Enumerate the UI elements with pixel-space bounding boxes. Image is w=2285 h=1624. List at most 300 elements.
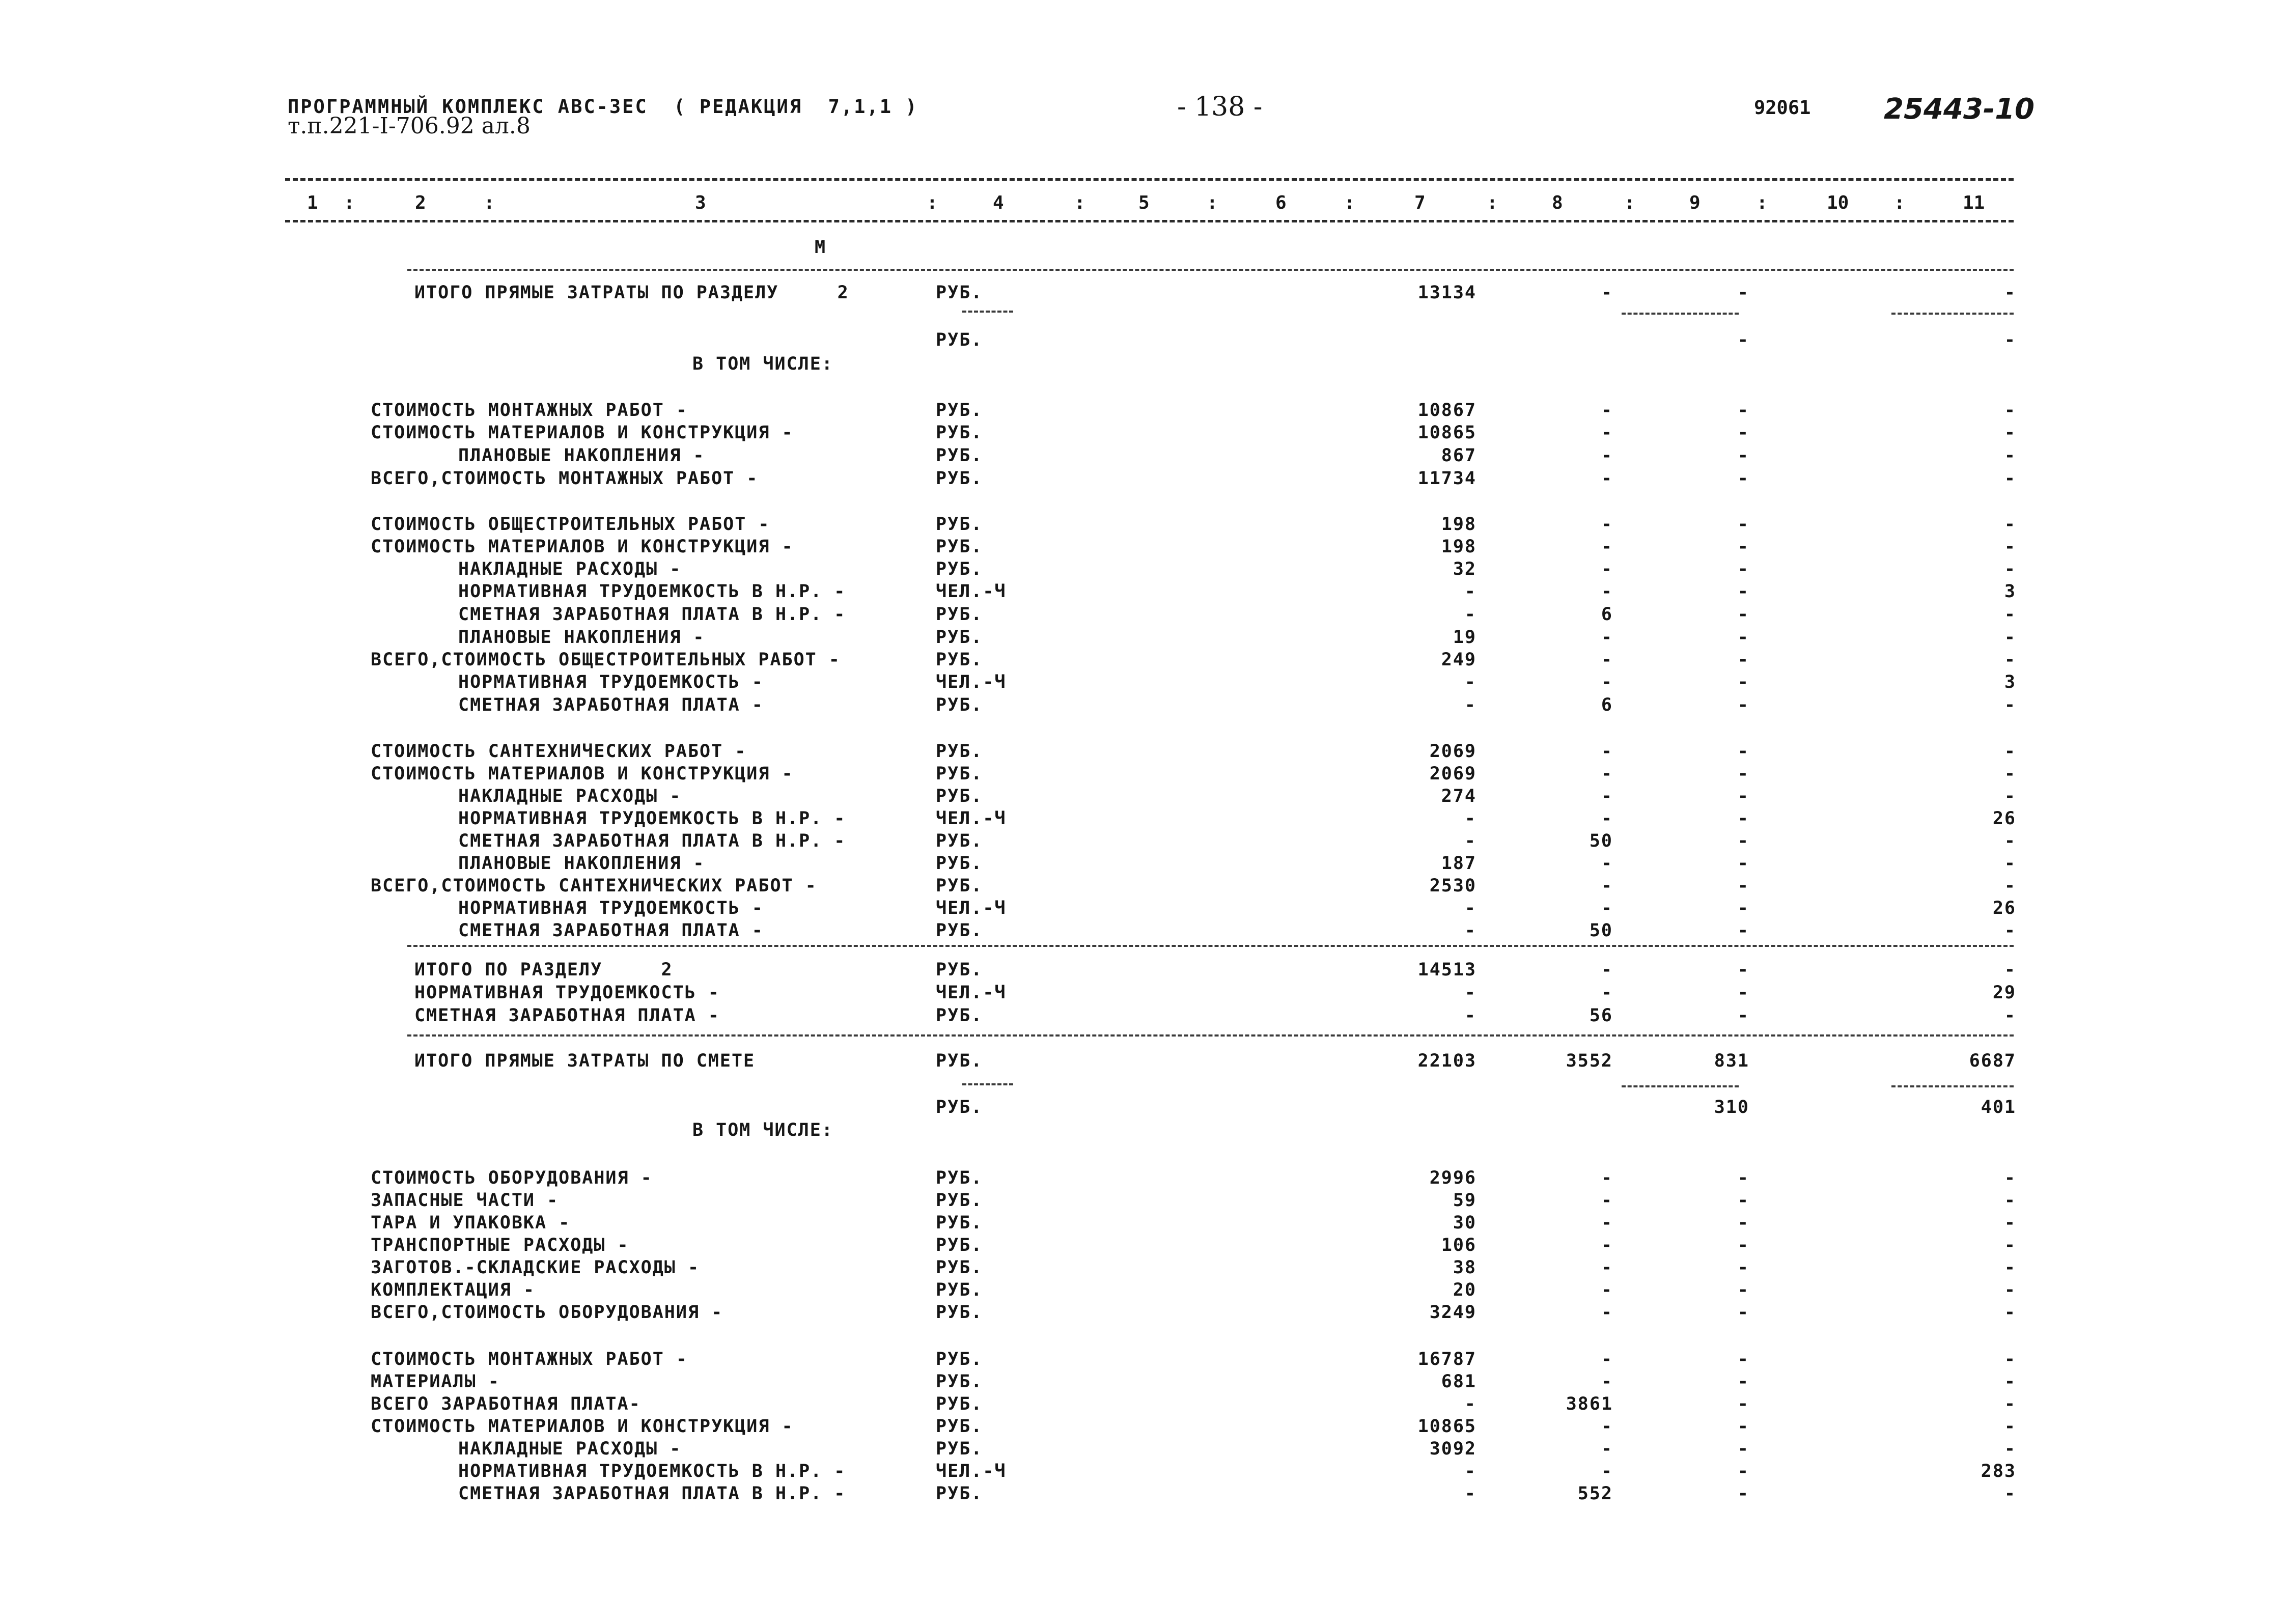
cell-col9: - xyxy=(1737,1349,1749,1369)
cell-col11: - xyxy=(2004,1257,2016,1278)
cell-col11: - xyxy=(2004,831,2016,851)
cell-col8: - xyxy=(1601,808,1613,829)
cell-col11: - xyxy=(2004,423,2016,443)
cell-col7: 13134 xyxy=(1417,283,1476,303)
cell-col9: - xyxy=(1737,559,1749,579)
table-row xyxy=(0,831,2285,853)
row-label: СТОИМОСТЬ МОНТАЖНЫХ РАБОТ - xyxy=(371,1349,688,1369)
row-label: НАКЛАДНЫЕ РАСХОДЫ - xyxy=(458,559,682,579)
section-rule xyxy=(407,269,2014,271)
row-unit: РУБ. xyxy=(936,1005,983,1026)
col11-underline xyxy=(1891,313,2014,315)
cell-col11: 3 xyxy=(2004,672,2016,692)
row-unit: РУБ. xyxy=(936,831,983,851)
row-unit: РУБ. xyxy=(936,1394,983,1414)
row-label: ЗАГОТОВ.-СКЛАДСКИЕ РАСХОДЫ - xyxy=(371,1257,700,1278)
cell-col8: - xyxy=(1601,1439,1613,1459)
column-separator: : xyxy=(1894,192,1905,213)
cell-col7: 2069 xyxy=(1429,741,1476,762)
cell-col7: 198 xyxy=(1441,514,1476,535)
column-number: 1 xyxy=(307,192,318,213)
cell-col7: - xyxy=(1464,920,1476,941)
cell-col8: - xyxy=(1601,1416,1613,1437)
table-row xyxy=(0,491,2285,514)
cell-col9: - xyxy=(1737,1371,1749,1392)
cell-col7: 274 xyxy=(1441,786,1476,806)
cell-col7: - xyxy=(1464,1483,1476,1504)
table-row xyxy=(0,627,2285,650)
cell-col8: - xyxy=(1601,1302,1613,1323)
cell-col9: - xyxy=(1737,1235,1749,1255)
table-row xyxy=(0,1371,2285,1394)
row-unit: РУБ. xyxy=(936,1257,983,1278)
row-unit: РУБ. xyxy=(936,423,983,443)
cell-col9: 831 xyxy=(1714,1051,1749,1071)
cell-col8: - xyxy=(1601,764,1613,784)
cell-col7: - xyxy=(1464,604,1476,625)
cell-col11: - xyxy=(2004,1394,2016,1414)
cell-col11: 26 xyxy=(1992,898,2016,918)
cell-col11: - xyxy=(2004,1168,2016,1188)
row-unit: РУБ. xyxy=(936,853,983,874)
table-row xyxy=(0,1168,2285,1190)
cell-col11: - xyxy=(2004,400,2016,421)
cell-col11: - xyxy=(2004,1371,2016,1392)
row-label: СТОИМОСТЬ МАТЕРИАЛОВ И КОНСТРУКЦИЯ - xyxy=(371,537,794,557)
cell-col9: - xyxy=(1737,876,1749,896)
row-unit: РУБ. xyxy=(936,1416,983,1437)
cell-col8: - xyxy=(1601,1280,1613,1300)
row-unit: РУБ. xyxy=(936,537,983,557)
cell-col11: - xyxy=(2004,1280,2016,1300)
cell-col8: - xyxy=(1601,853,1613,874)
table-row xyxy=(0,1394,2285,1416)
row-unit: РУБ. xyxy=(936,1097,983,1117)
unit-row-marker: М xyxy=(815,237,826,258)
row-label: СТОИМОСТЬ МАТЕРИАЛОВ И КОНСТРУКЦИЯ - xyxy=(371,423,794,443)
table-row xyxy=(0,1051,2285,1073)
table-row xyxy=(0,468,2285,491)
row-label: ПЛАНОВЫЕ НАКОПЛЕНИЯ - xyxy=(458,853,705,874)
cell-col11: - xyxy=(2004,468,2016,489)
column-number: 10 xyxy=(1827,192,1849,213)
row-unit: РУБ. xyxy=(936,1280,983,1300)
cell-col9: - xyxy=(1737,650,1749,670)
table-row xyxy=(0,400,2285,423)
row-label: ИТОГО ПРЯМЫЕ ЗАТРАТЫ ПО СМЕТЕ xyxy=(414,1051,756,1071)
table-row xyxy=(0,1439,2285,1461)
cell-col9: - xyxy=(1737,283,1749,303)
cell-col7: 681 xyxy=(1441,1371,1476,1392)
row-label: СТОИМОСТЬ МАТЕРИАЛОВ И КОНСТРУКЦИЯ - xyxy=(371,764,794,784)
row-unit: РУБ. xyxy=(936,1190,983,1211)
row-unit: ЧЕЛ.-Ч xyxy=(936,672,1007,692)
cell-col11: - xyxy=(2004,1439,2016,1459)
table-row xyxy=(0,514,2285,537)
cell-col7: 249 xyxy=(1441,650,1476,670)
col9-underline xyxy=(1622,313,1739,315)
cell-col8: - xyxy=(1601,786,1613,806)
row-unit: РУБ. xyxy=(936,695,983,715)
column-separator: : xyxy=(927,192,938,213)
table-row xyxy=(0,808,2285,831)
cell-col7: - xyxy=(1464,808,1476,829)
table-row xyxy=(0,764,2285,786)
cell-col9: - xyxy=(1737,672,1749,692)
cell-col8: - xyxy=(1601,1168,1613,1188)
cell-col9: 310 xyxy=(1714,1097,1749,1117)
cell-col9: - xyxy=(1737,423,1749,443)
row-label: В ТОМ ЧИСЛЕ: xyxy=(692,354,833,374)
row-label: ИТОГО ПО РАЗДЕЛУ 2 xyxy=(414,960,673,980)
table-top-rule xyxy=(285,178,2014,181)
cell-col11: - xyxy=(2004,786,2016,806)
row-label: СТОИМОСТЬ МОНТАЖНЫХ РАБОТ - xyxy=(371,400,688,421)
row-label: ТАРА И УПАКОВКА - xyxy=(371,1213,571,1233)
cell-col9: - xyxy=(1737,1005,1749,1026)
column-separator: : xyxy=(484,192,495,213)
table-row xyxy=(0,920,2285,943)
row-unit: ЧЕЛ.-Ч xyxy=(936,898,1007,918)
row-label: КОМПЛЕКТАЦИЯ - xyxy=(371,1280,536,1300)
cell-col7: - xyxy=(1464,695,1476,715)
row-unit: РУБ. xyxy=(936,876,983,896)
row-label: НОРМАТИВНАЯ ТРУДОЕМКОСТЬ - xyxy=(458,898,764,918)
cell-col8: - xyxy=(1601,283,1613,303)
cell-col8: 6 xyxy=(1601,695,1613,715)
table-row xyxy=(0,1461,2285,1483)
column-separator: : xyxy=(1207,192,1218,213)
cell-col7: 198 xyxy=(1441,537,1476,557)
cell-col7: 19 xyxy=(1453,627,1476,648)
cell-col9: - xyxy=(1737,1302,1749,1323)
cell-col7: - xyxy=(1464,831,1476,851)
cell-col8: 552 xyxy=(1577,1483,1613,1504)
cell-col11: - xyxy=(2004,330,2016,350)
cell-col9: - xyxy=(1737,1461,1749,1481)
handwritten-number: 25443-10 xyxy=(1884,93,2035,126)
cell-col8: 56 xyxy=(1589,1005,1613,1026)
unit-underline xyxy=(962,311,1013,313)
col9-underline-2 xyxy=(1622,1085,1739,1087)
row-unit: РУБ. xyxy=(936,1349,983,1369)
row-label: ПЛАНОВЫЕ НАКОПЛЕНИЯ - xyxy=(458,627,705,648)
row-label: СТОИМОСТЬ ОБОРУДОВАНИЯ - xyxy=(371,1168,653,1188)
cell-col9: - xyxy=(1737,1394,1749,1414)
table-row xyxy=(0,1349,2285,1371)
cell-col7: 20 xyxy=(1453,1280,1476,1300)
cell-col8: 50 xyxy=(1589,920,1613,941)
cell-col8: - xyxy=(1601,1371,1613,1392)
table-row xyxy=(0,741,2285,764)
cell-col9: - xyxy=(1737,695,1749,715)
cell-col8: - xyxy=(1601,445,1613,466)
cell-col9: - xyxy=(1737,514,1749,535)
row-unit: РУБ. xyxy=(936,559,983,579)
cell-col8: - xyxy=(1601,581,1613,602)
cell-col8: - xyxy=(1601,741,1613,762)
cell-col7: 10865 xyxy=(1417,1416,1476,1437)
table-row xyxy=(0,445,2285,468)
table-row xyxy=(0,604,2285,627)
column-number: 2 xyxy=(415,192,426,213)
table-row xyxy=(0,786,2285,808)
cell-col7: 2996 xyxy=(1429,1168,1476,1188)
row-unit: ЧЕЛ.-Ч xyxy=(936,983,1007,1003)
table-row xyxy=(0,960,2285,982)
row-label: СТОИМОСТЬ ОБЩЕСТРОИТЕЛЬНЫХ РАБОТ - xyxy=(371,514,770,535)
cell-col11: - xyxy=(2004,1213,2016,1233)
cell-col7: 3092 xyxy=(1429,1439,1476,1459)
table-row xyxy=(0,876,2285,898)
cell-col7: 14513 xyxy=(1417,960,1476,980)
cell-col7: 2069 xyxy=(1429,764,1476,784)
cell-col7: - xyxy=(1464,1394,1476,1414)
column-separator: : xyxy=(1344,192,1355,213)
column-separator: : xyxy=(1757,192,1768,213)
cell-col8: - xyxy=(1601,468,1613,489)
table-row xyxy=(0,1005,2285,1028)
cell-col8: - xyxy=(1601,1257,1613,1278)
cell-col11: 6687 xyxy=(1969,1051,2016,1071)
cell-col8: - xyxy=(1601,423,1613,443)
cell-col11: - xyxy=(2004,1416,2016,1437)
column-number: 5 xyxy=(1138,192,1150,213)
cell-col8: - xyxy=(1601,672,1613,692)
cell-col11: - xyxy=(2004,627,2016,648)
table-row xyxy=(0,650,2285,672)
cell-col9: - xyxy=(1737,808,1749,829)
table-row xyxy=(0,1325,2285,1348)
cell-col11: 3 xyxy=(2004,581,2016,602)
row-label: ЗАПАСНЫЕ ЧАСТИ - xyxy=(371,1190,559,1211)
cell-col11: - xyxy=(2004,1483,2016,1504)
cell-col11: - xyxy=(2004,876,2016,896)
col11-underline-2 xyxy=(1891,1085,2014,1087)
cell-col11: - xyxy=(2004,445,2016,466)
row-unit: РУБ. xyxy=(936,283,983,303)
row-label: СМЕТНАЯ ЗАРАБОТНАЯ ПЛАТА В Н.Р. - xyxy=(458,604,846,625)
row-label: ВСЕГО ЗАРАБОТНАЯ ПЛАТА- xyxy=(371,1394,641,1414)
table-row xyxy=(0,1483,2285,1506)
table-row xyxy=(0,672,2285,694)
table-row xyxy=(0,559,2285,581)
cell-col11: - xyxy=(2004,1005,2016,1026)
row-label: НОРМАТИВНАЯ ТРУДОЕМКОСТЬ - xyxy=(414,983,720,1003)
table-row xyxy=(0,581,2285,604)
row-label: НАКЛАДНЫЕ РАСХОДЫ - xyxy=(458,1439,682,1459)
cell-col9: - xyxy=(1737,581,1749,602)
table-row xyxy=(0,853,2285,876)
row-unit: РУБ. xyxy=(936,330,983,350)
cell-col9: - xyxy=(1737,1483,1749,1504)
row-unit: ЧЕЛ.-Ч xyxy=(936,1461,1007,1481)
cell-col9: - xyxy=(1737,741,1749,762)
cell-col9: - xyxy=(1737,400,1749,421)
cell-col7: 2530 xyxy=(1429,876,1476,896)
row-unit: РУБ. xyxy=(936,1483,983,1504)
row-label: ВСЕГО,СТОИМОСТЬ МОНТАЖНЫХ РАБОТ - xyxy=(371,468,759,489)
row-unit: РУБ. xyxy=(936,920,983,941)
project-reference: т.п.221-I-706.92 ал.8 xyxy=(288,113,531,139)
table-row xyxy=(0,1416,2285,1439)
cell-col9: - xyxy=(1737,1190,1749,1211)
column-separator: : xyxy=(1074,192,1085,213)
cell-col9: - xyxy=(1737,1257,1749,1278)
cell-col7: - xyxy=(1464,672,1476,692)
cell-col9: - xyxy=(1737,898,1749,918)
table-row xyxy=(0,1120,2285,1142)
row-label: СТОИМОСТЬ МАТЕРИАЛОВ И КОНСТРУКЦИЯ - xyxy=(371,1416,794,1437)
table-row xyxy=(0,1280,2285,1302)
table-row xyxy=(0,1235,2285,1257)
cell-col11: - xyxy=(2004,960,2016,980)
cell-col9: - xyxy=(1737,786,1749,806)
cell-col7: - xyxy=(1464,1461,1476,1481)
column-number: 6 xyxy=(1275,192,1287,213)
row-label: НОРМАТИВНАЯ ТРУДОЕМКОСТЬ - xyxy=(458,672,764,692)
cell-col7: - xyxy=(1464,898,1476,918)
column-number: 4 xyxy=(993,192,1004,213)
cell-col8: 3861 xyxy=(1566,1394,1613,1414)
row-label: СМЕТНАЯ ЗАРАБОТНАЯ ПЛАТА В Н.Р. - xyxy=(458,831,846,851)
row-unit: РУБ. xyxy=(936,786,983,806)
row-label: СМЕТНАЯ ЗАРАБОТНАЯ ПЛАТА В Н.Р. - xyxy=(458,1483,846,1504)
cell-col7: - xyxy=(1464,1005,1476,1026)
cell-col7: 867 xyxy=(1441,445,1476,466)
column-number: 3 xyxy=(695,192,706,213)
cell-col8: - xyxy=(1601,1213,1613,1233)
cell-col11: 29 xyxy=(1992,983,2016,1003)
row-unit: ЧЕЛ.-Ч xyxy=(936,808,1007,829)
row-label: НОРМАТИВНАЯ ТРУДОЕМКОСТЬ В Н.Р. - xyxy=(458,581,846,602)
cell-col9: - xyxy=(1737,853,1749,874)
row-unit: РУБ. xyxy=(936,627,983,648)
program-title: ПРОГРАММНЫЙ КОМПЛЕКС АВС-3ЕС ( РЕДАКЦИЯ 7,1,1 ) xyxy=(288,96,918,118)
row-unit: РУБ. xyxy=(936,468,983,489)
table-row xyxy=(0,718,2285,740)
cell-col8: - xyxy=(1601,650,1613,670)
cell-col7: - xyxy=(1464,581,1476,602)
cell-col8: 6 xyxy=(1601,604,1613,625)
cell-col7: 3249 xyxy=(1429,1302,1476,1323)
table-row xyxy=(0,537,2285,559)
cell-col11: - xyxy=(2004,514,2016,535)
cell-col11: - xyxy=(2004,853,2016,874)
cell-col9: - xyxy=(1737,445,1749,466)
table-row xyxy=(0,1190,2285,1213)
cell-col7: 22103 xyxy=(1417,1051,1476,1071)
cell-col7: 32 xyxy=(1453,559,1476,579)
row-label: В ТОМ ЧИСЛЕ: xyxy=(692,1120,833,1140)
cell-col8: - xyxy=(1601,400,1613,421)
cell-col9: - xyxy=(1737,831,1749,851)
table-row xyxy=(0,1257,2285,1280)
row-label: СТОИМОСТЬ САНТЕХНИЧЕСКИХ РАБОТ - xyxy=(371,741,747,762)
row-label: СМЕТНАЯ ЗАРАБОТНАЯ ПЛАТА - xyxy=(458,920,764,941)
column-number: 8 xyxy=(1552,192,1563,213)
row-unit: РУБ. xyxy=(936,1051,983,1071)
cell-col9: - xyxy=(1737,1213,1749,1233)
row-unit: РУБ. xyxy=(936,1168,983,1188)
row-unit: РУБ. xyxy=(936,1213,983,1233)
row-label: ТРАНСПОРТНЫЕ РАСХОДЫ - xyxy=(371,1235,629,1255)
table-row xyxy=(0,423,2285,445)
cell-col9: - xyxy=(1737,1439,1749,1459)
row-unit: РУБ. xyxy=(936,400,983,421)
row-label: ВСЕГО,СТОИМОСТЬ САНТЕХНИЧЕСКИХ РАБОТ - xyxy=(371,876,817,896)
row-label: ВСЕГО,СТОИМОСТЬ ОБЩЕСТРОИТЕЛЬНЫХ РАБОТ - xyxy=(371,650,841,670)
row-label: ВСЕГО,СТОИМОСТЬ ОБОРУДОВАНИЯ - xyxy=(371,1302,723,1323)
cell-col11: 283 xyxy=(1981,1461,2016,1481)
row-label: НАКЛАДНЫЕ РАСХОДЫ - xyxy=(458,786,682,806)
cell-col7: 10867 xyxy=(1417,400,1476,421)
section-total-rule-top xyxy=(407,945,2014,947)
row-unit: РУБ. xyxy=(936,445,983,466)
row-label: СМЕТНАЯ ЗАРАБОТНАЯ ПЛАТА - xyxy=(414,1005,720,1026)
row-label: ИТОГО ПРЯМЫЕ ЗАТРАТЫ ПО РАЗДЕЛУ 2 xyxy=(414,283,849,303)
cell-col9: - xyxy=(1737,468,1749,489)
cell-col11: - xyxy=(2004,1235,2016,1255)
cell-col7: 11734 xyxy=(1417,468,1476,489)
row-unit: РУБ. xyxy=(936,1439,983,1459)
cell-col8: 3552 xyxy=(1566,1051,1613,1071)
row-unit: ЧЕЛ.-Ч xyxy=(936,581,1007,602)
cell-col11: - xyxy=(2004,1302,2016,1323)
table-row xyxy=(0,1213,2285,1235)
column-separator: : xyxy=(1487,192,1498,213)
table-row xyxy=(0,983,2285,1005)
cell-col9: - xyxy=(1737,983,1749,1003)
row-label: СМЕТНАЯ ЗАРАБОТНАЯ ПЛАТА - xyxy=(458,695,764,715)
cell-col8: - xyxy=(1601,1461,1613,1481)
cell-col8: - xyxy=(1601,1190,1613,1211)
cell-col9: - xyxy=(1737,960,1749,980)
cell-col11: - xyxy=(2004,1190,2016,1211)
cell-col7: 30 xyxy=(1453,1213,1476,1233)
row-unit: РУБ. xyxy=(936,514,983,535)
cell-col9: - xyxy=(1737,920,1749,941)
cell-col11: - xyxy=(2004,559,2016,579)
row-unit: РУБ. xyxy=(936,764,983,784)
column-separator: : xyxy=(344,192,355,213)
row-label: ПЛАНОВЫЕ НАКОПЛЕНИЯ - xyxy=(458,445,705,466)
cell-col9: - xyxy=(1737,1168,1749,1188)
cell-col8: - xyxy=(1601,876,1613,896)
row-label: НОРМАТИВНАЯ ТРУДОЕМКОСТЬ В Н.Р. - xyxy=(458,1461,846,1481)
cell-col8: - xyxy=(1601,627,1613,648)
cell-col8: 50 xyxy=(1589,831,1613,851)
cell-col8: - xyxy=(1601,537,1613,557)
cell-col7: 106 xyxy=(1441,1235,1476,1255)
cell-col9: - xyxy=(1737,764,1749,784)
column-header-rule xyxy=(285,220,2014,222)
cell-col7: 59 xyxy=(1453,1190,1476,1211)
unit-underline-2 xyxy=(962,1083,1013,1085)
row-unit: РУБ. xyxy=(936,1235,983,1255)
cell-col9: - xyxy=(1737,627,1749,648)
cell-col11: - xyxy=(2004,604,2016,625)
cell-col9: - xyxy=(1737,330,1749,350)
row-unit: РУБ. xyxy=(936,650,983,670)
cell-col8: - xyxy=(1601,514,1613,535)
cell-col11: - xyxy=(2004,741,2016,762)
cell-col11: - xyxy=(2004,283,2016,303)
cell-col7: 187 xyxy=(1441,853,1476,874)
row-label: НОРМАТИВНАЯ ТРУДОЕМКОСТЬ В Н.Р. - xyxy=(458,808,846,829)
cell-col11: - xyxy=(2004,1349,2016,1369)
cell-col8: - xyxy=(1601,1235,1613,1255)
